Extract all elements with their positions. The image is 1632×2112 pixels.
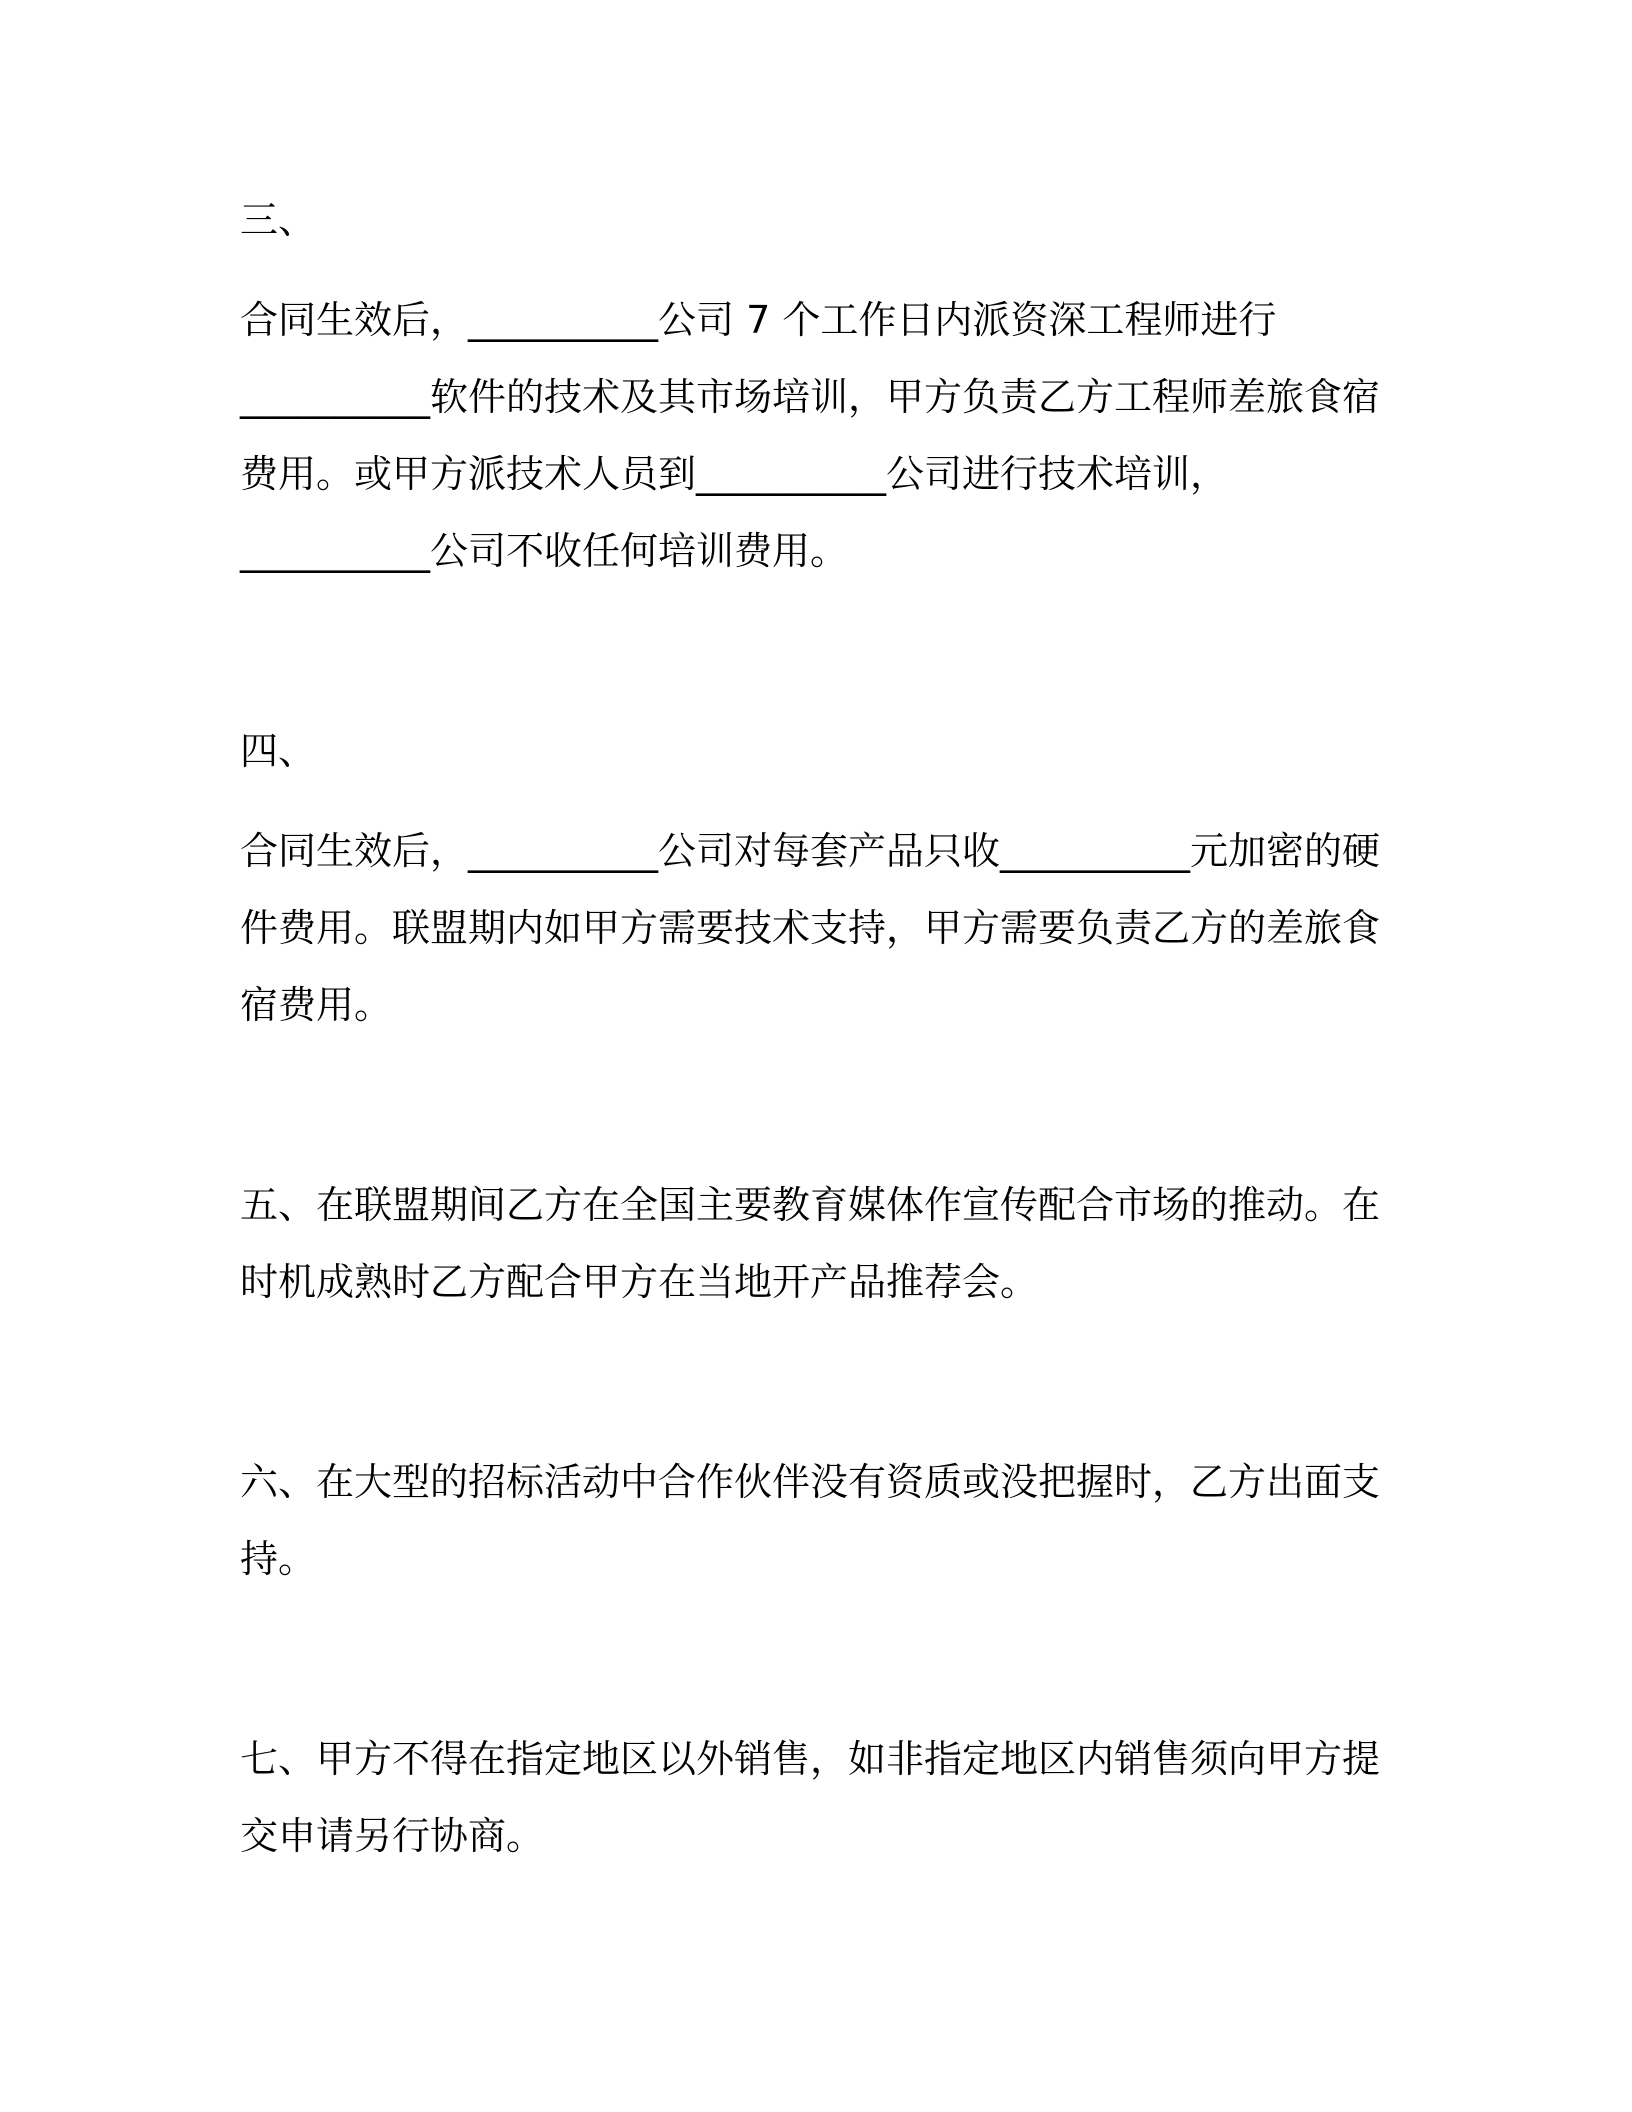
section-6-line-1: 六、在大型的招标活动中合作伙伴没有资质或没把握时，乙方出面支 — [240, 1460, 1381, 1504]
section-3-heading: 三、 — [240, 198, 317, 242]
section-4-heading: 四、 — [240, 729, 317, 773]
section-3-line-2: __________软件的技术及其市场培训，甲方负责乙方工程师差旅食宿 — [240, 375, 1381, 419]
section-7-line-1: 七、甲方不得在指定地区以外销售，如非指定地区内销售须向甲方提 — [240, 1737, 1381, 1781]
section-6-line-2: 持。 — [240, 1537, 317, 1581]
section-5-line-2: 时机成熟时乙方配合甲方在当地开产品推荐会。 — [240, 1260, 1039, 1304]
section-4-line-2: 件费用。联盟期内如甲方需要技术支持，甲方需要负责乙方的差旅食 — [240, 906, 1381, 950]
section-5-line-1: 五、在联盟期间乙方在全国主要教育媒体作宣传配合市场的推动。在 — [240, 1183, 1381, 1227]
section-4-line-1: 合同生效后，__________公司对每套产品只收__________元加密的硬 — [240, 829, 1381, 873]
section-4-line-3: 宿费用。 — [240, 983, 393, 1027]
section-3-line-3: 费用。或甲方派技术人员到__________公司进行技术培训， — [240, 452, 1229, 496]
section-7-line-2: 交申请另行协商。 — [240, 1814, 545, 1858]
section-3-line-1: 合同生效后，__________公司 7 个工作日内派资深工程师进行 — [240, 298, 1277, 342]
section-3-line-4: __________公司不收任何培训费用。 — [240, 529, 849, 573]
